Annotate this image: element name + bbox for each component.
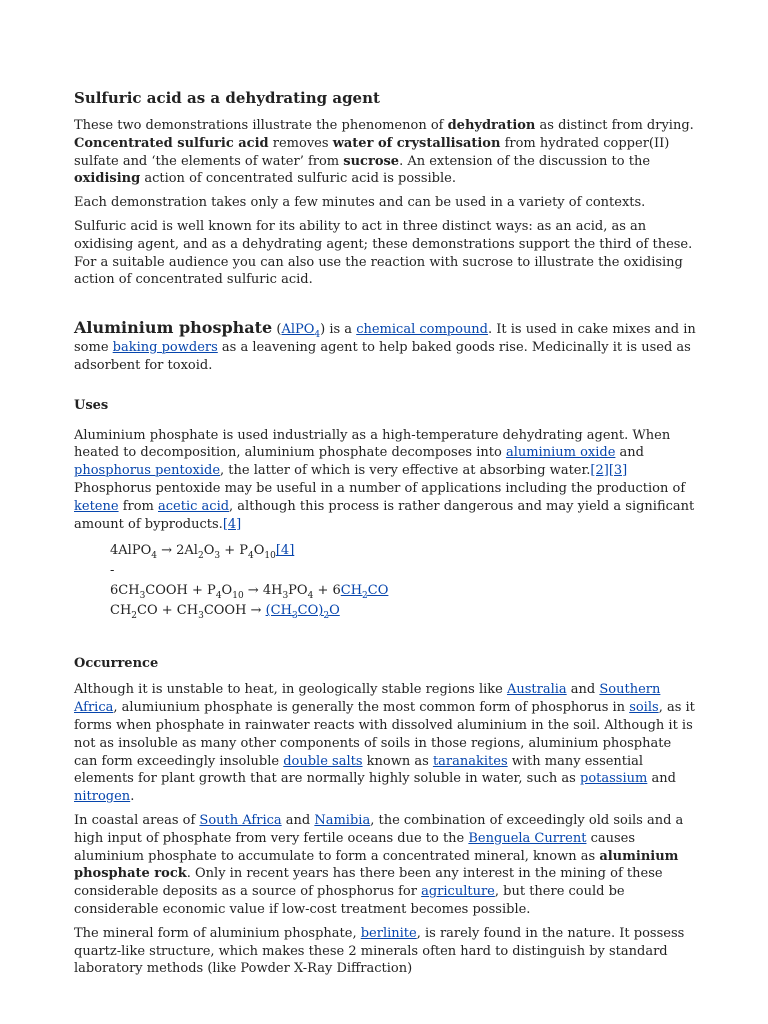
eq-text: 4AlPO bbox=[110, 543, 152, 559]
reference-link-4-equation[interactable]: [4] bbox=[275, 543, 295, 559]
link-agriculture[interactable]: agriculture bbox=[421, 884, 495, 900]
text: and bbox=[615, 445, 644, 461]
bold-term-oxidising: oxidising bbox=[74, 171, 141, 187]
paragraph-aluminium-phosphate-intro bbox=[74, 319, 698, 374]
text: with many essential elements for plant growth that are normally highly soluble in water, such as bbox=[74, 753, 644, 787]
eq-text: CH bbox=[110, 603, 132, 619]
eq-subscript: 2 bbox=[362, 591, 368, 602]
eq-text: CH bbox=[340, 583, 363, 599]
eq-text: + 6 bbox=[313, 583, 341, 599]
eq-text: O bbox=[203, 543, 215, 559]
text: from bbox=[118, 498, 159, 514]
text: as distinct from drying. bbox=[535, 118, 694, 133]
heading-occurrence: Occurrence bbox=[74, 656, 159, 672]
eq-subscript: 2 bbox=[131, 611, 138, 622]
link-double-salts[interactable]: double salts bbox=[283, 753, 363, 769]
bold-term-sucrose: sucrose bbox=[343, 153, 400, 169]
text: , the combination of exceedingly old soils and a high input of phosphate from very fertile oceans due to the bbox=[74, 812, 684, 846]
eq-text: O bbox=[253, 543, 265, 559]
link-baking-powders[interactable]: baking powders bbox=[112, 339, 218, 355]
equation-separator: - bbox=[110, 563, 115, 579]
document-content bbox=[74, 88, 698, 978]
link-taranakites[interactable]: taranakites bbox=[432, 753, 508, 769]
heading-uses: Uses bbox=[74, 397, 109, 413]
text: The mineral form of aluminium phosphate, bbox=[74, 925, 361, 941]
eq-subscript: 3 bbox=[282, 591, 289, 602]
equation-decomposition bbox=[110, 541, 698, 561]
text: . An extension of the discussion to the bbox=[399, 153, 651, 169]
text: In coastal areas of bbox=[74, 812, 200, 828]
eq-subscript: 3 bbox=[291, 611, 298, 622]
link-berlinite[interactable]: berlinite bbox=[360, 925, 417, 941]
link-ketene-formula[interactable] bbox=[340, 583, 389, 602]
link-south-africa[interactable]: South Africa bbox=[199, 812, 282, 828]
link-acetic-anhydride-formula[interactable] bbox=[265, 603, 340, 622]
paragraph-three-ways: Sulfuric acid is well known for its ability to act in three distinct ways: as an acid, as an oxidising agent, and as a dehydrating agent; these demonstrations support the third of these. For a suitable audience you can also use the reaction with sucrose to illustrate the oxidising action of concentrated sulfuric acid. bbox=[74, 218, 693, 288]
link-acetic-acid[interactable]: acetic acid bbox=[158, 498, 230, 514]
text: , alumiunium phosphate is generally the most common form of phosphorus in bbox=[113, 700, 630, 716]
text: These two demonstrations illustrate the phenomenon of bbox=[74, 118, 448, 133]
text: . It is used in cake mixes and in some bbox=[74, 322, 696, 355]
eq-text: CO) bbox=[297, 603, 324, 619]
paragraph-occurrence-3 bbox=[74, 925, 698, 978]
link-nitrogen[interactable]: nitrogen bbox=[74, 789, 131, 805]
bold-term-concentrated-sulfuric-acid: Concentrated sulfuric acid bbox=[74, 135, 269, 151]
eq-text: O bbox=[221, 583, 233, 599]
text: and bbox=[647, 771, 676, 787]
link-chemical-compound[interactable]: chemical compound bbox=[356, 322, 489, 338]
paragraph-uses bbox=[74, 427, 698, 534]
eq-text: (CH bbox=[265, 603, 292, 619]
text: , the latter of which is very effective at absorbing water. bbox=[220, 463, 591, 479]
eq-subscript: 4 bbox=[248, 551, 254, 562]
text: , as it forms when phosphate in rainwater reacts with dissolved aluminium in the soil. Although it is not as insoluble as many other components of soils in those regions, aluminium phosphate can form exceedingly insoluble bbox=[74, 700, 695, 769]
eq-text: CO bbox=[367, 583, 389, 599]
link-potassium[interactable]: potassium bbox=[580, 771, 648, 787]
eq-text: CO + CH bbox=[137, 603, 199, 619]
eq-text: → 4H bbox=[243, 583, 283, 599]
eq-text: → 2Al bbox=[156, 543, 198, 559]
bold-term-water-of-crystallisation: water of crystallisation bbox=[332, 135, 501, 151]
reference-link-2[interactable]: [2] bbox=[590, 463, 609, 479]
link-alpo4[interactable] bbox=[281, 322, 321, 341]
equation-ketene-production bbox=[110, 581, 698, 601]
paragraph-occurrence-1 bbox=[74, 681, 698, 806]
eq-subscript: 10 bbox=[264, 551, 276, 562]
eq-subscript: 2 bbox=[323, 611, 330, 622]
eq-subscript: 4 bbox=[151, 551, 157, 562]
text: and bbox=[566, 682, 600, 698]
text: and bbox=[281, 812, 315, 828]
equations-block bbox=[110, 541, 698, 621]
link-australia[interactable]: Australia bbox=[506, 682, 567, 698]
bold-term-dehydration: dehydration bbox=[447, 118, 536, 133]
text: known as bbox=[362, 753, 433, 769]
link-southern-africa[interactable]: Southern Africa bbox=[74, 682, 661, 716]
formula-text: AlPO bbox=[281, 322, 315, 338]
text: action of concentrated sulfuric acid is possible. bbox=[140, 171, 456, 187]
text: , although this process is rather dangerous and may yield a significant amount of byproducts. bbox=[74, 498, 695, 532]
formula-subscript: 4 bbox=[314, 330, 321, 341]
eq-subscript: 3 bbox=[198, 611, 204, 622]
text: as a leavening agent to help baked goods rise. Medicinally it is used as adsorbent for toxoid. bbox=[74, 339, 691, 373]
section-title-sulfuric-acid: Sulfuric acid as a dehydrating agent bbox=[74, 89, 380, 107]
equation-acetic-anhydride bbox=[110, 601, 698, 621]
link-benguela-current[interactable]: Benguela Current bbox=[468, 830, 587, 846]
link-namibia[interactable]: Namibia bbox=[314, 812, 371, 828]
eq-text: + P bbox=[220, 543, 248, 559]
link-soils[interactable]: soils bbox=[629, 700, 659, 716]
bold-term-aluminium-phosphate-rock: aluminium phosphate rock bbox=[74, 848, 679, 882]
text: from hydrated copper(II) sulfate and ‘the elements of water’ from bbox=[74, 135, 670, 169]
link-phosphorus-pentoxide[interactable]: phosphorus pentoxide bbox=[74, 463, 221, 479]
text: . Only in recent years has there been any interest in the mining of these considerable deposits as a source of phosphorus for bbox=[74, 866, 663, 900]
text: causes aluminium phosphate to accumulate to form a concentrated mineral, known as bbox=[74, 830, 636, 864]
eq-text: O bbox=[329, 603, 340, 619]
text: ) is a bbox=[320, 322, 357, 338]
link-ketene[interactable]: ketene bbox=[74, 498, 119, 514]
text: Although it is unstable to heat, in geologically stable regions like bbox=[74, 682, 507, 698]
reference-link-3[interactable]: [3] bbox=[608, 463, 628, 479]
text: removes bbox=[268, 135, 333, 151]
text: ( bbox=[272, 322, 282, 338]
text: . bbox=[130, 789, 135, 805]
eq-subscript: 4 bbox=[215, 591, 222, 602]
text: , but there could be considerable economic value if low-cost treatment becomes possible. bbox=[74, 884, 625, 917]
eq-text: COOH + P bbox=[145, 583, 216, 599]
eq-text: 6CH bbox=[110, 583, 140, 599]
article-title-aluminium-phosphate: Aluminium phosphate bbox=[74, 318, 273, 338]
eq-subscript: 3 bbox=[139, 591, 146, 602]
eq-text: PO bbox=[288, 583, 308, 599]
eq-subscript: 10 bbox=[232, 591, 244, 602]
text: , is rarely found in the nature. It possess quartz-like structure, which makes these 2 minerals often hard to distinguish by standard laboratory methods (like Powder X-Ray Diffraction) bbox=[74, 925, 685, 977]
paragraph-dehydration bbox=[74, 117, 698, 188]
paragraph-demonstration-time: Each demonstration takes only a few minutes and can be used in a variety of contexts. bbox=[74, 195, 646, 211]
eq-subscript: 2 bbox=[197, 551, 204, 562]
text: Phosphorus pentoxide may be useful in a number of applications including the production of bbox=[74, 480, 686, 496]
paragraph-occurrence-2 bbox=[74, 812, 698, 919]
eq-subscript: 3 bbox=[214, 551, 221, 562]
eq-subscript: 4 bbox=[307, 591, 314, 602]
eq-text: COOH → bbox=[203, 603, 266, 619]
text: Aluminium phosphate is used industrially as a high-temperature dehydrating agent. When heated to decomposition, aluminium phosphate decomposes into bbox=[74, 427, 671, 461]
reference-link-4[interactable]: [4] bbox=[222, 516, 242, 532]
link-aluminium-oxide[interactable]: aluminium oxide bbox=[505, 445, 616, 461]
